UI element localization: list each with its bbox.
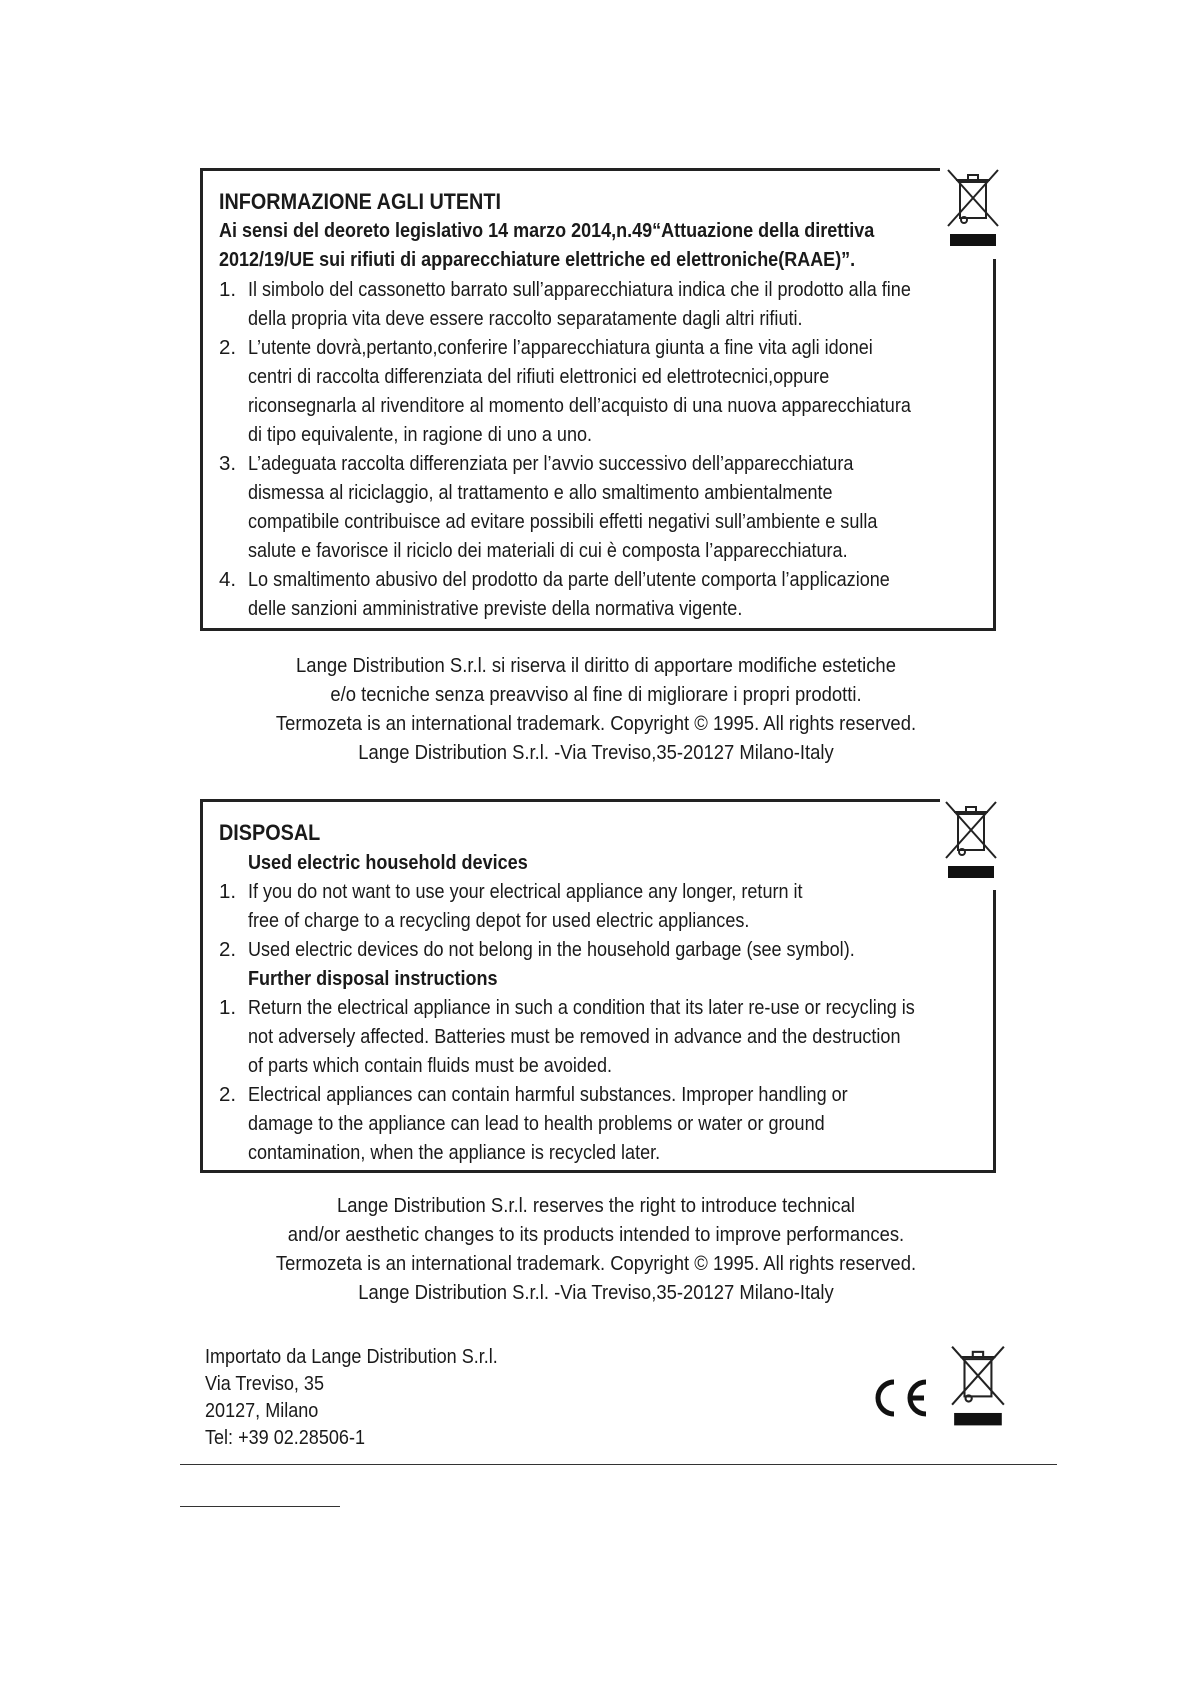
en-further-item-1 xyxy=(219,993,979,1080)
item-number: 3. xyxy=(219,452,237,475)
item-text-line: of parts which contain fluids must be avoided. xyxy=(248,1054,613,1077)
en-item-list-1 xyxy=(219,877,979,964)
item-text-line: If you do not want to use your electrical appliance any longer, return it xyxy=(248,880,803,903)
item-text-line: compatibile contribuisce ad evitare possibili effetti negativi sull’ambiente e sulla xyxy=(248,510,878,533)
it-footer-line: Lange Distribution S.r.l. si riserva il diritto di apportare modifiche estetiche xyxy=(296,654,896,677)
item-number: 2. xyxy=(219,938,237,961)
importer-line: Via Treviso, 35 xyxy=(205,1372,325,1395)
it-item-4 xyxy=(219,565,979,623)
it-footer-line: Lange Distribution S.r.l. -Via Treviso,35-20127 Milano-Italy xyxy=(358,741,834,764)
crossed-out-bin-icon xyxy=(944,798,1000,880)
item-text-line: free of charge to a recycling depot for used electric appliances. xyxy=(248,909,750,932)
item-text-line: not adversely affected. Batteries must be removed in advance and the destruction xyxy=(248,1025,901,1048)
it-footer-line: Termozeta is an international trademark. Copyright © 1995. All rights reserved. xyxy=(275,712,917,735)
item-text-line: Used electric devices do not belong in the household garbage (see symbol). xyxy=(248,938,855,961)
en-footer-line: and/or aesthetic changes to its products intended to improve performances. xyxy=(287,1223,905,1246)
it-item-1 xyxy=(219,275,979,333)
en-heading-further-instructions: Further disposal instructions xyxy=(248,967,498,990)
item-text-line: delle sanzioni amministrative previste della normativa vigente. xyxy=(248,597,743,620)
crossed-out-bin-icon xyxy=(946,166,1002,248)
item-text-line: riconsegnarla al rivenditore al momento dell’acquisto di una nuova apparecchiatura xyxy=(248,394,911,417)
item-number: 2. xyxy=(219,1083,237,1106)
item-text-line: Return the electrical appliance in such a condition that its later re-use or recycling is xyxy=(248,996,915,1019)
importer-line: 20127, Milano xyxy=(205,1399,319,1422)
en-footer-line: Lange Distribution S.r.l. -Via Treviso,35-20127 Milano-Italy xyxy=(358,1281,834,1304)
item-number: 1. xyxy=(219,880,237,903)
item-text-line: dismessa al riciclaggio, al trattamento e allo smaltimento ambientalmente xyxy=(248,481,833,504)
item-text-line: L’adeguata raccolta differenziata per l’avvio successivo dell’apparecchiatura xyxy=(248,452,854,475)
it-footer-line: e/o tecniche senza preavviso al fine di migliorare i propri prodotti. xyxy=(330,683,862,706)
en-used-item-2 xyxy=(219,935,979,964)
item-text-line: salute e favorisce il riciclo dei materiali di cui è composta l’apparecchiatura. xyxy=(248,539,848,562)
it-item-2 xyxy=(219,333,979,449)
it-item-list xyxy=(219,275,979,623)
en-heading-used-devices: Used electric household devices xyxy=(248,851,528,874)
en-footer-line: Termozeta is an international trademark. Copyright © 1995. All rights reserved. xyxy=(275,1252,917,1275)
item-text-line: Lo smaltimento abusivo del prodotto da parte dell’utente comporta l’applicazione xyxy=(248,568,890,591)
page-rule xyxy=(180,1464,1057,1465)
importer-line: Importato da Lange Distribution S.r.l. xyxy=(205,1345,498,1368)
en-company-notice xyxy=(0,1191,1192,1307)
importer-line: Tel: +39 02.28506-1 xyxy=(205,1426,365,1449)
it-item-3 xyxy=(219,449,979,565)
en-disposal-box xyxy=(200,802,993,1173)
ce-mark-icon xyxy=(866,1378,930,1418)
it-company-notice xyxy=(0,651,1192,767)
en-further-item-2 xyxy=(219,1080,979,1167)
item-text-line: della propria vita deve essere raccolto separatamente dagli altri rifiuti. xyxy=(248,307,803,330)
item-text-line: L’utente dovrà,pertanto,conferire l’apparecchiatura giunta a fine vita agli idonei xyxy=(248,336,873,359)
en-section-title: DISPOSAL xyxy=(219,820,321,845)
crossed-out-bin-icon xyxy=(950,1342,1008,1428)
item-text-line: damage to the appliance can lead to health problems or water or ground xyxy=(248,1112,825,1135)
it-subtitle-line-2: 2012/19/UE sui rifiuti di apparecchiature elettriche ed elettroniche(RAAE)”. xyxy=(219,249,856,271)
item-text-line: Il simbolo del cassonetto barrato sull’apparecchiatura indica che il prodotto alla fine xyxy=(248,278,911,301)
footnote-rule xyxy=(180,1506,340,1507)
en-footer-line: Lange Distribution S.r.l. reserves the right to introduce technical xyxy=(337,1194,855,1217)
it-section-title: INFORMAZIONE AGLI UTENTI xyxy=(219,189,501,214)
item-text-line: contamination, when the appliance is recycled later. xyxy=(248,1141,661,1164)
en-item-list-2 xyxy=(219,993,979,1167)
item-text-line: di tipo equivalente, in ragione di uno a uno. xyxy=(248,423,593,446)
item-number: 1. xyxy=(219,278,237,301)
it-disposal-box xyxy=(200,171,993,631)
item-number: 4. xyxy=(219,568,237,591)
item-number: 1. xyxy=(219,996,237,1019)
item-text-line: centri di raccolta differenziata del rifiuti elettronici ed elettrotecnici,oppure xyxy=(248,365,830,388)
item-number: 2. xyxy=(219,336,237,359)
item-text-line: Electrical appliances can contain harmful substances. Improper handling or xyxy=(248,1083,848,1106)
it-subtitle-line-1: Ai sensi del deoreto legislativo 14 marzo 2014,n.49“Attuazione della direttiva xyxy=(219,220,875,242)
importer-address xyxy=(205,1343,538,1451)
en-used-item-1 xyxy=(219,877,979,935)
